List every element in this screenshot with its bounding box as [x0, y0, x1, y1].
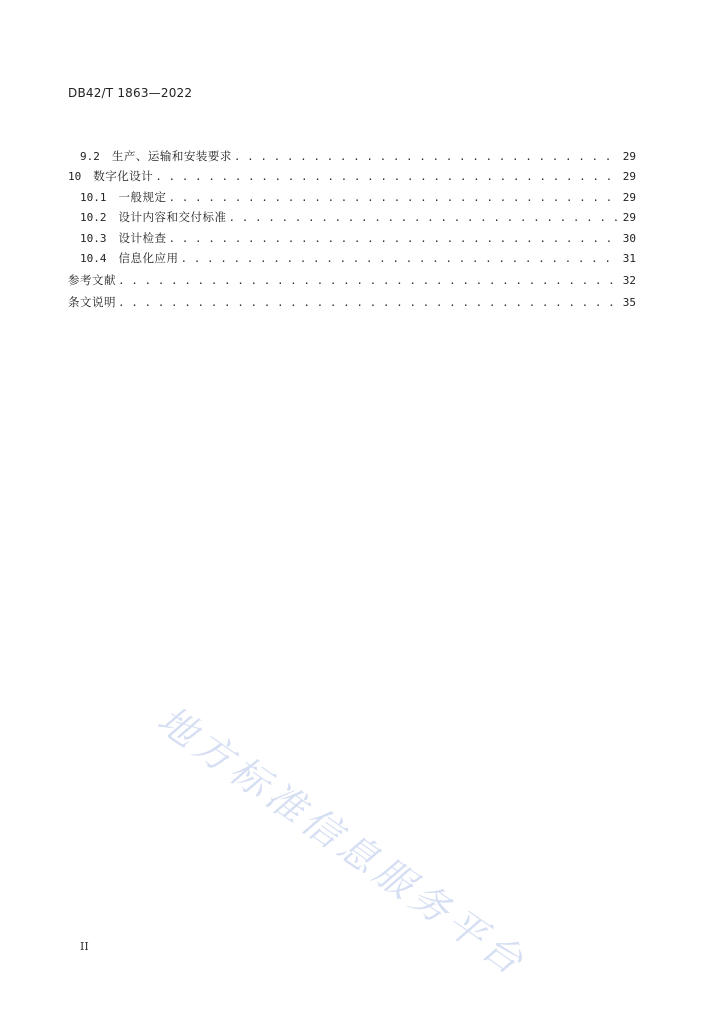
toc-leader-dots	[118, 271, 618, 290]
toc-item-page: 35	[622, 295, 636, 309]
toc-item-clause-explanation[interactable]	[68, 293, 636, 312]
toc-item-10[interactable]	[68, 167, 636, 186]
toc-item-9-2[interactable]	[68, 147, 636, 166]
toc-item-10-4[interactable]	[68, 249, 636, 268]
toc-item-title: 数字化设计	[93, 169, 154, 184]
toc-item-number: 10.1	[80, 190, 107, 204]
toc-item-10-3[interactable]	[68, 229, 636, 248]
toc-item-references[interactable]	[68, 271, 636, 290]
toc-item-title: 条文说明	[68, 294, 116, 309]
toc-item-title: 生产、运输和安装要求	[111, 149, 232, 163]
toc-item-10-1[interactable]	[68, 188, 636, 207]
toc-item-number: 10	[68, 170, 82, 184]
toc-item-page: 29	[622, 211, 636, 225]
toc-leader-dots	[155, 167, 618, 186]
toc-item-title: 信息化应用	[118, 250, 179, 265]
toc-item-page: 31	[622, 251, 636, 265]
toc-item-page: 29	[622, 190, 636, 204]
toc-item-number: 10.2	[80, 211, 107, 225]
table-of-contents	[68, 147, 636, 313]
toc-item-title: 一般规定	[118, 189, 167, 204]
toc-item-page: 30	[622, 231, 636, 245]
toc-item-page: 29	[622, 150, 636, 163]
toc-item-number: 9.2	[80, 150, 100, 163]
page-number: II	[80, 940, 89, 953]
toc-leader-dots	[234, 147, 618, 166]
toc-leader-dots	[181, 249, 619, 268]
toc-leader-dots	[118, 293, 618, 312]
toc-item-page: 32	[622, 273, 636, 287]
toc-leader-dots	[169, 229, 619, 248]
toc-leader-dots	[229, 208, 619, 227]
toc-leader-dots	[169, 188, 619, 207]
toc-item-title: 参考文献	[68, 272, 116, 287]
toc-item-title: 设计检查	[118, 230, 167, 245]
document-code: DB42/T 1863—2022	[68, 86, 193, 100]
toc-item-title: 设计内容和交付标准	[118, 210, 227, 225]
toc-item-number: 10.4	[80, 251, 107, 265]
toc-item-page: 29	[622, 170, 636, 184]
toc-item-number: 10.3	[80, 231, 107, 245]
toc-item-10-2[interactable]	[68, 208, 636, 227]
watermark-text: 地方标准信息服务平台	[149, 697, 536, 986]
